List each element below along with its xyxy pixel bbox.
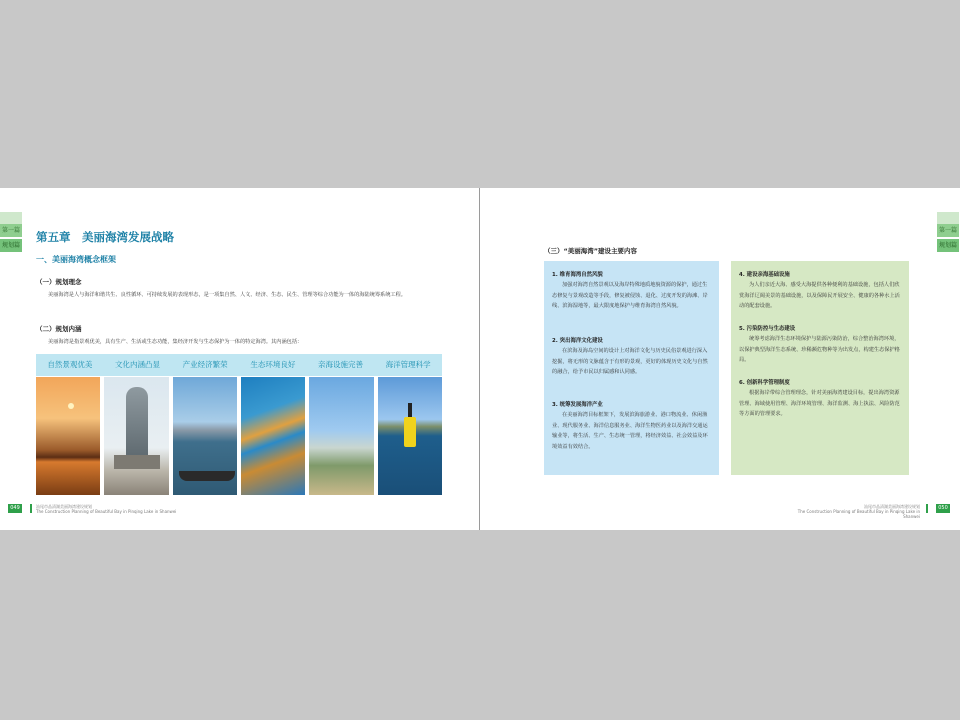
- banner-label: 文化内涵凸显: [115, 360, 160, 369]
- right-page: [480, 188, 960, 530]
- boat-shape: [179, 471, 235, 481]
- content-item: [552, 401, 711, 452]
- item-text: 根据海岸带综合管理理念，针对美丽海湾建设目标，提出海湾资源管理、海域使用管理、海洋环境管理、海洋监测、海上执法、风险防范等方面的管理要求。: [739, 390, 900, 417]
- item-text: 为人们亲近大海、感受大海提供各种便利的基础设施，包括人们欣赏海洋辽阔美景的基础设施，以及保障民开展安全、健康的各种水上活动的配套设施。: [739, 282, 900, 309]
- item-text: 加强对海湾自然景观以及海岸特殊地质地貌资源的保护，通过生态修复与景观改造等手段，修复被侵蚀、退化、过度开发的海滩、岸线、滨海湿地等，最大限度地保护与维育海湾自然风貌。: [552, 282, 708, 309]
- statue-base-shape: [114, 455, 160, 469]
- item-title: 1. 维育海湾自然风貌: [552, 272, 603, 278]
- harbor-photo: [173, 377, 237, 495]
- buoy-mast-shape: [408, 403, 412, 417]
- tab-label-section: 规划篇: [937, 239, 959, 252]
- waterfront-photo: [309, 377, 373, 495]
- tab-label-part: 第一篇: [0, 224, 22, 237]
- statue-photo: [104, 377, 168, 495]
- tab-label-part: 第一篇: [937, 224, 959, 237]
- concept-paragraph: 美丽海湾是人与海洋和谐共生、良性循环、可持续发展的表现形态，是一项集自然、人文、经济、生态、民生、管理等综合功能为一体的海陆统筹系统工程。: [48, 292, 406, 298]
- content-heading: （三）“美丽海湾”建设主要内容: [544, 247, 638, 255]
- banner-label: 自然景观优美: [47, 360, 93, 369]
- page-number: 050: [936, 504, 950, 513]
- footer-title: [780, 504, 920, 519]
- connotation-banner: [36, 354, 442, 376]
- aerial-bay-photo: [241, 377, 305, 495]
- item-title: 4. 建设亲海基础设施: [739, 272, 790, 278]
- item-text: 统筹考虑海洋生态环境保护与陆源污染防治，综合整治海湾环境，以保护典型海洋生态系统、珍稀濒危物种等为出发点，构建生态保护格局。: [739, 336, 900, 363]
- item-text: 在美丽海湾目标框架下，发展滨海旅游业、港口物流业、休闲渔业、现代服务业、海洋信息服务业、海洋生物医药业以及海洋交通运输业等，将生活、生产、生态统一管理，将经济效益、社会效益及环境效益有效结合。: [552, 412, 708, 450]
- footer-title-en: The Construction Planning of Beautiful Bay in Pinqing Lake in Shanwei: [797, 509, 920, 519]
- statue-shape: [126, 387, 148, 457]
- footer-title: [36, 504, 176, 514]
- document-spread: [0, 188, 960, 530]
- sunset-photo: [36, 377, 100, 495]
- content-box-green: [731, 261, 909, 475]
- banner-label: 亲海设施完善: [318, 360, 364, 369]
- banner-label: 产业经济繁荣: [182, 360, 228, 369]
- tab-strip: [0, 212, 22, 224]
- content-item: [552, 337, 711, 378]
- item-text: 在滨海及海岛空间的设计上对海洋文化与历史民俗景观进行深入挖掘，将无形的文脉蕴含于有形的景观，更好的体现历史文化与自然的融合，给予市民以归属感和认同感。: [552, 348, 708, 375]
- footer-title-cn: 汕尾市品清湖美丽海湾建设规划: [36, 504, 92, 509]
- connotation-paragraph: 美丽海湾是指景观优美，具有生产、生活或生态功能，集经济开发与生态保护为一体的特定海湾。其内涵包括：: [48, 339, 303, 345]
- content-item: [739, 379, 901, 420]
- photo-strip: [36, 377, 442, 495]
- content-item: [739, 271, 901, 312]
- left-page: [0, 188, 479, 530]
- page-number: 049: [8, 504, 22, 513]
- subsection-title-concept: （一）规划理念: [36, 278, 82, 286]
- tab-label-section: 规划篇: [0, 239, 22, 252]
- item-title: 5. 污染防控与生态建设: [739, 326, 796, 332]
- footer-title-cn: 汕尾市品清湖美丽海湾建设规划: [864, 504, 920, 509]
- chapter-tab-right: [937, 212, 959, 252]
- chapter-tab-left: [0, 212, 22, 252]
- footer-divider: [926, 504, 928, 513]
- content-box-blue: [544, 261, 719, 475]
- subsection-title-connotation: （二）规划内涵: [36, 325, 82, 333]
- buoy-photo: [378, 377, 442, 495]
- tab-strip: [937, 212, 959, 224]
- banner-label: 海洋管理科学: [385, 360, 431, 369]
- footer-divider: [30, 504, 32, 513]
- section-title: 一、美丽海湾概念框架: [36, 255, 116, 264]
- item-title: 6. 创新科学管理制度: [739, 380, 790, 386]
- item-title: 2. 突出海洋文化建设: [552, 338, 603, 344]
- content-item: [739, 325, 901, 366]
- sun-shape: [68, 403, 74, 409]
- banner-label: 生态环境良好: [250, 360, 296, 369]
- chapter-title: 第五章 美丽海湾发展战略: [36, 230, 174, 244]
- footer-title-en: The Construction Planning of Beautiful Bay in Pinqing Lake in Shanwei: [36, 509, 177, 514]
- buoy-shape: [404, 417, 416, 447]
- content-item: [552, 271, 711, 312]
- item-title: 3. 统筹发展海洋产业: [552, 402, 603, 408]
